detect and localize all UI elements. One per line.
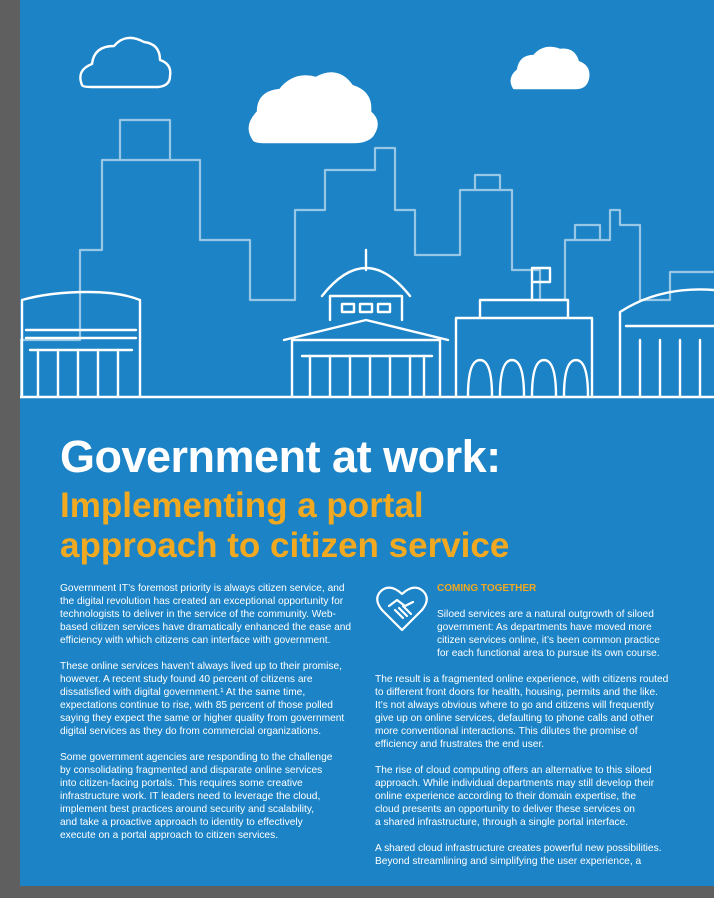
body-paragraph: Government IT’s foremost priority is always citizen service, and the digital revolution has created an exceptional opportunity for technologists to deliver in the service of the community. Web- based citizen services have dramatically enhanced the ease and efficiency with which citizens can interface with government. [60,583,352,646]
left-column [60,582,375,855]
title-block [60,432,700,566]
sidebar-paragraph: A shared cloud infrastructure creates powerful new possibilities. Beyond streamlining and simplifying the user experience, a [375,843,662,867]
hero-illustration [20,0,714,405]
city-skyline-illustration [20,0,714,405]
heart-handshake-icon [375,584,429,634]
page-subtitle: Implementing a portal approach to citizen service [60,486,510,565]
sidebar-intro: Siloed services are a natural outgrowth of siloed government: As departments have moved more citizen services online, it’s been common practice for each functional area to pursue its own course. [437,609,660,659]
sidebar-column [375,582,705,881]
sidebar-heading: COMING TOGETHER [437,583,537,594]
sidebar-header [375,582,705,660]
body-paragraph: These online services haven’t always lived up to their promise, however. A recent study found 40 percent of citizens are dissatisfied with digital government.¹ At the same time, expectations continue to rise, with 85 percent of those polled saying they expect the same or higher quality from government digital services as they do from commercial organizations. [60,661,345,737]
sidebar-paragraph: The result is a fragmented online experience, with citizens routed to different front doors for health, housing, permits and the like. It’s not always obvious where to go and citizens will frequently give up on online services, defaulting to phone calls and other more conventional interactions. This dilutes the promise of efficiency and frustrates the end user. [375,674,669,750]
body-paragraph: Some government agencies are responding to the challenge by consolidating fragmented and disparate online services into citizen-facing portals. This requires some creative infrastructure work. IT leaders need to leverage the cloud, implement best practices around security and scalability, and take a proactive approach to identity to effectively execute on a portal approach to citizen services. [60,752,333,841]
document-page [20,0,714,886]
page-title: Government at work: [60,431,501,482]
sidebar-paragraph: The rise of cloud computing offers an alternative to this siloed approach. While individual departments may still develop their online experience according to their domain expertise, the cloud presents an opportunity to deliver these services on a shared infrastructure, through a single portal interface. [375,765,655,828]
